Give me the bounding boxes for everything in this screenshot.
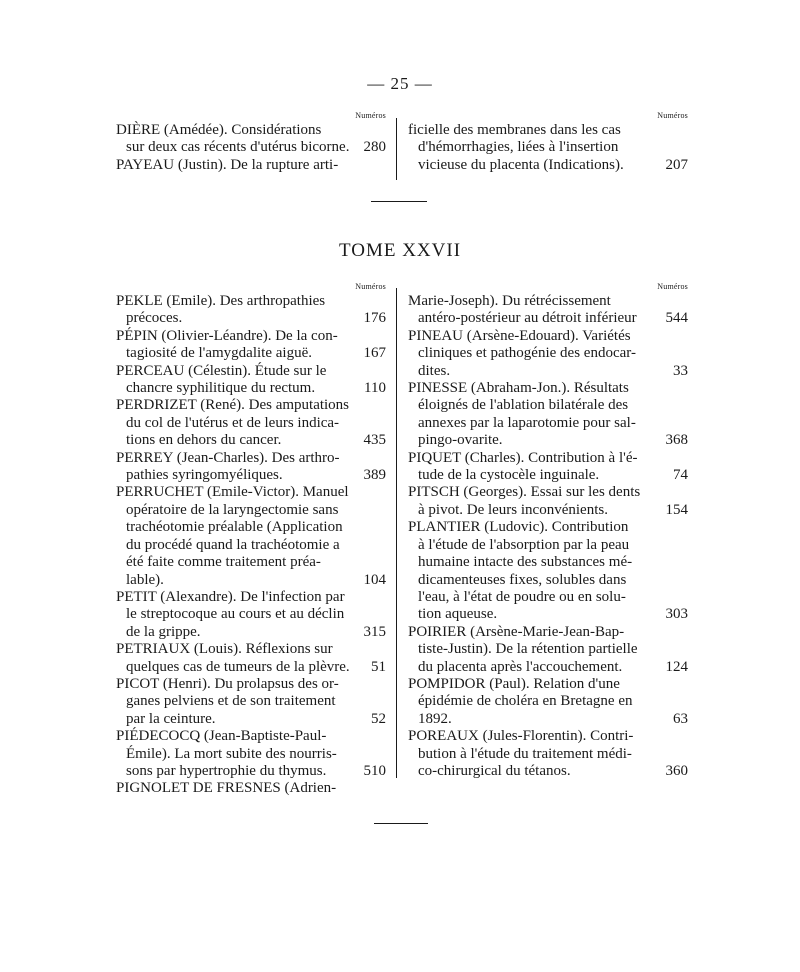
- entry-line: par la ceinture.: [126, 710, 216, 727]
- index-entry: [408, 328, 688, 380]
- index-entry: [116, 676, 386, 728]
- index-entry: [116, 589, 386, 641]
- entry-number: 74: [669, 467, 688, 484]
- entry-line: épidémie de choléra en Bretagne en: [418, 693, 633, 710]
- entry-line: tiste-Justin). De la rétention partielle: [418, 641, 638, 658]
- entry-line: PERRUCHET (Emile-Victor). Manuel: [116, 484, 349, 501]
- entry-number: 154: [662, 502, 689, 519]
- index-entry: [116, 450, 386, 485]
- entry-line: d'hémorrhagies, liées à l'insertion: [418, 139, 619, 156]
- index-entry: [116, 641, 386, 676]
- entry-line: PERCEAU (Célestin). Étude sur le: [116, 362, 327, 379]
- entry-line: de la grippe.: [126, 623, 201, 640]
- entry-line: tude de la cystocèle inguinale.: [418, 467, 600, 484]
- index-entry: [116, 293, 386, 328]
- entry-number: 389: [360, 467, 387, 484]
- entry-line: cliniques et pathogénie des endocar-: [418, 345, 636, 362]
- entry-line: pathies syringomyéliques.: [126, 467, 283, 484]
- entry-line: vicieuse du placenta (Indications).: [418, 156, 624, 173]
- entry-number: 544: [662, 310, 689, 327]
- entry-line: PETRIAUX (Louis). Réflexions sur: [116, 641, 333, 658]
- entry-line: tion aqueuse.: [418, 606, 498, 623]
- entry-line: PITSCH (Georges). Essai sur les dents: [408, 484, 641, 501]
- entry-number: 280: [360, 139, 387, 156]
- entry-line: du col de l'utérus et de leurs indica-: [126, 414, 340, 431]
- entry-number: 167: [360, 345, 387, 362]
- entry-line: PERDRIZET (René). Des amputations: [116, 397, 350, 414]
- entry-line: PLANTIER (Ludovic). Contribution: [408, 519, 629, 536]
- entry-line: PICOT (Henri). Du prolapsus des or-: [116, 675, 339, 692]
- entry-number: 110: [360, 380, 386, 397]
- entry-number: 510: [360, 763, 387, 780]
- top-column-divider: [396, 118, 397, 180]
- entry-line: humaine intacte des substances mé-: [418, 554, 633, 571]
- entry-number: 33: [669, 363, 688, 380]
- end-rule: [374, 823, 428, 824]
- numeros-label: Numéros: [657, 111, 688, 120]
- entry-line: PAYEAU (Justin). De la rupture arti-: [116, 156, 339, 173]
- entry-line: Marie-Joseph). Du rétrécissement: [408, 293, 611, 309]
- entry-line: POREAUX (Jules-Florentin). Contri-: [408, 728, 634, 745]
- section-rule: [371, 201, 427, 202]
- entry-line: du procédé quand la trachéotomie a: [126, 536, 340, 553]
- entry-line: POIRIER (Arsène-Marie-Jean-Bap-: [408, 623, 625, 640]
- index-entry: [116, 728, 386, 780]
- main-left-column: [116, 282, 386, 798]
- index-entry: [408, 519, 688, 623]
- index-entry: [408, 450, 688, 485]
- entry-line: éloignés de l'ablation bilatérale des: [418, 397, 629, 414]
- entry-line: dicamenteuses fixes, solubles dans: [418, 571, 627, 588]
- entry-number: 124: [662, 659, 689, 676]
- main-column-divider: [396, 288, 397, 778]
- entry-line: PETIT (Alexandre). De l'infection par: [116, 588, 345, 605]
- index-entry: [408, 293, 688, 328]
- entry-number: 435: [360, 432, 387, 449]
- index-entry: [408, 624, 688, 676]
- entry-line: PINESSE (Abraham-Jon.). Résultats: [408, 380, 629, 397]
- index-entry: [408, 484, 688, 519]
- entry-line: opératoire de la laryngectomie sans: [126, 501, 339, 518]
- index-entry: [116, 363, 386, 398]
- index-entry: [408, 122, 688, 174]
- entry-number: 63: [669, 711, 688, 728]
- index-entry: [408, 380, 688, 450]
- entry-line: dites.: [418, 362, 451, 379]
- tome-title: TOME XXVII: [338, 240, 462, 261]
- entry-line: du placenta après l'accouchement.: [418, 658, 623, 675]
- entry-line: quelques cas de tumeurs de la plèvre.: [126, 658, 350, 675]
- entry-line: POMPIDOR (Paul). Relation d'une: [408, 675, 620, 692]
- entry-line: annexes par la laparotomie pour sal-: [418, 414, 636, 431]
- entry-line: trachéotomie préalable (Application: [126, 519, 343, 536]
- entry-line: été faite comme traitement préa-: [126, 554, 321, 571]
- entry-line: antéro-postérieur au détroit inférieur: [418, 310, 637, 327]
- entry-line: ganes pelviens et de son traitement: [126, 693, 336, 710]
- entry-line: bution à l'étude du traitement médi-: [418, 745, 632, 762]
- index-entry: [116, 484, 386, 588]
- entry-line: l'eau, à l'état de poudre ou en solu-: [418, 588, 626, 605]
- top-right-column: [408, 111, 688, 174]
- index-entry: [116, 328, 386, 363]
- numeros-label: Numéros: [657, 282, 688, 291]
- entry-line: PÉPIN (Olivier-Léandre). De la con-: [116, 327, 338, 344]
- entry-line: 1892.: [418, 710, 452, 727]
- entry-line: pingo-ovarite.: [418, 432, 503, 449]
- entry-line: sur deux cas récents d'utérus bicorne.: [126, 139, 350, 156]
- index-entry: [408, 728, 688, 780]
- entry-line: Émile). La mort subite des nourris-: [126, 745, 337, 762]
- entry-number: 368: [662, 432, 689, 449]
- entry-line: ficielle des membranes dans les cas: [408, 122, 621, 138]
- index-entry: [116, 157, 386, 174]
- entry-line: à pivot. De leurs inconvénients.: [418, 501, 608, 518]
- index-entry: [116, 780, 386, 797]
- top-left-column: [116, 111, 386, 174]
- entry-line: le streptocoque au cours et au déclin: [126, 606, 345, 623]
- entry-line: PIQUET (Charles). Contribution à l'é-: [408, 449, 638, 466]
- page-number: — 25 —: [367, 74, 433, 93]
- entry-number: 51: [367, 659, 386, 676]
- entry-line: DIÈRE (Amédée). Considérations: [116, 122, 322, 138]
- entry-number: 315: [360, 624, 387, 641]
- entry-line: PERREY (Jean-Charles). Des arthro-: [116, 449, 340, 466]
- entry-number: 360: [662, 763, 689, 780]
- index-entry: [408, 676, 688, 728]
- numeros-label: Numéros: [355, 111, 386, 120]
- entry-line: à l'étude de l'absorption par la peau: [418, 536, 630, 553]
- entry-number: 207: [662, 157, 689, 174]
- index-entry: [116, 122, 386, 157]
- entry-line: PIGNOLET DE FRESNES (Adrien-: [116, 780, 337, 797]
- entry-line: sons par hypertrophie du thymus.: [126, 762, 327, 779]
- entry-line: tions en dehors du cancer.: [126, 432, 282, 449]
- numeros-label: Numéros: [355, 282, 386, 291]
- entry-number: 176: [360, 310, 387, 327]
- entry-number: 104: [360, 572, 387, 589]
- entry-line: PINEAU (Arsène-Edouard). Variétés: [408, 327, 631, 344]
- entry-number: 52: [367, 711, 386, 728]
- entry-line: PEKLE (Emile). Des arthropathies: [116, 293, 326, 309]
- entry-line: PIÉDECOCQ (Jean-Baptiste-Paul-: [116, 728, 327, 745]
- entry-number: 303: [662, 606, 689, 623]
- entry-line: lable).: [126, 571, 164, 588]
- entry-line: précoces.: [126, 310, 183, 327]
- main-right-column: [408, 282, 688, 780]
- entry-line: tagiosité de l'amygdalite aiguë.: [126, 345, 312, 362]
- entry-line: co-chirurgical du tétanos.: [418, 762, 571, 779]
- entry-line: chancre syphilitique du rectum.: [126, 380, 316, 397]
- index-entry: [116, 397, 386, 449]
